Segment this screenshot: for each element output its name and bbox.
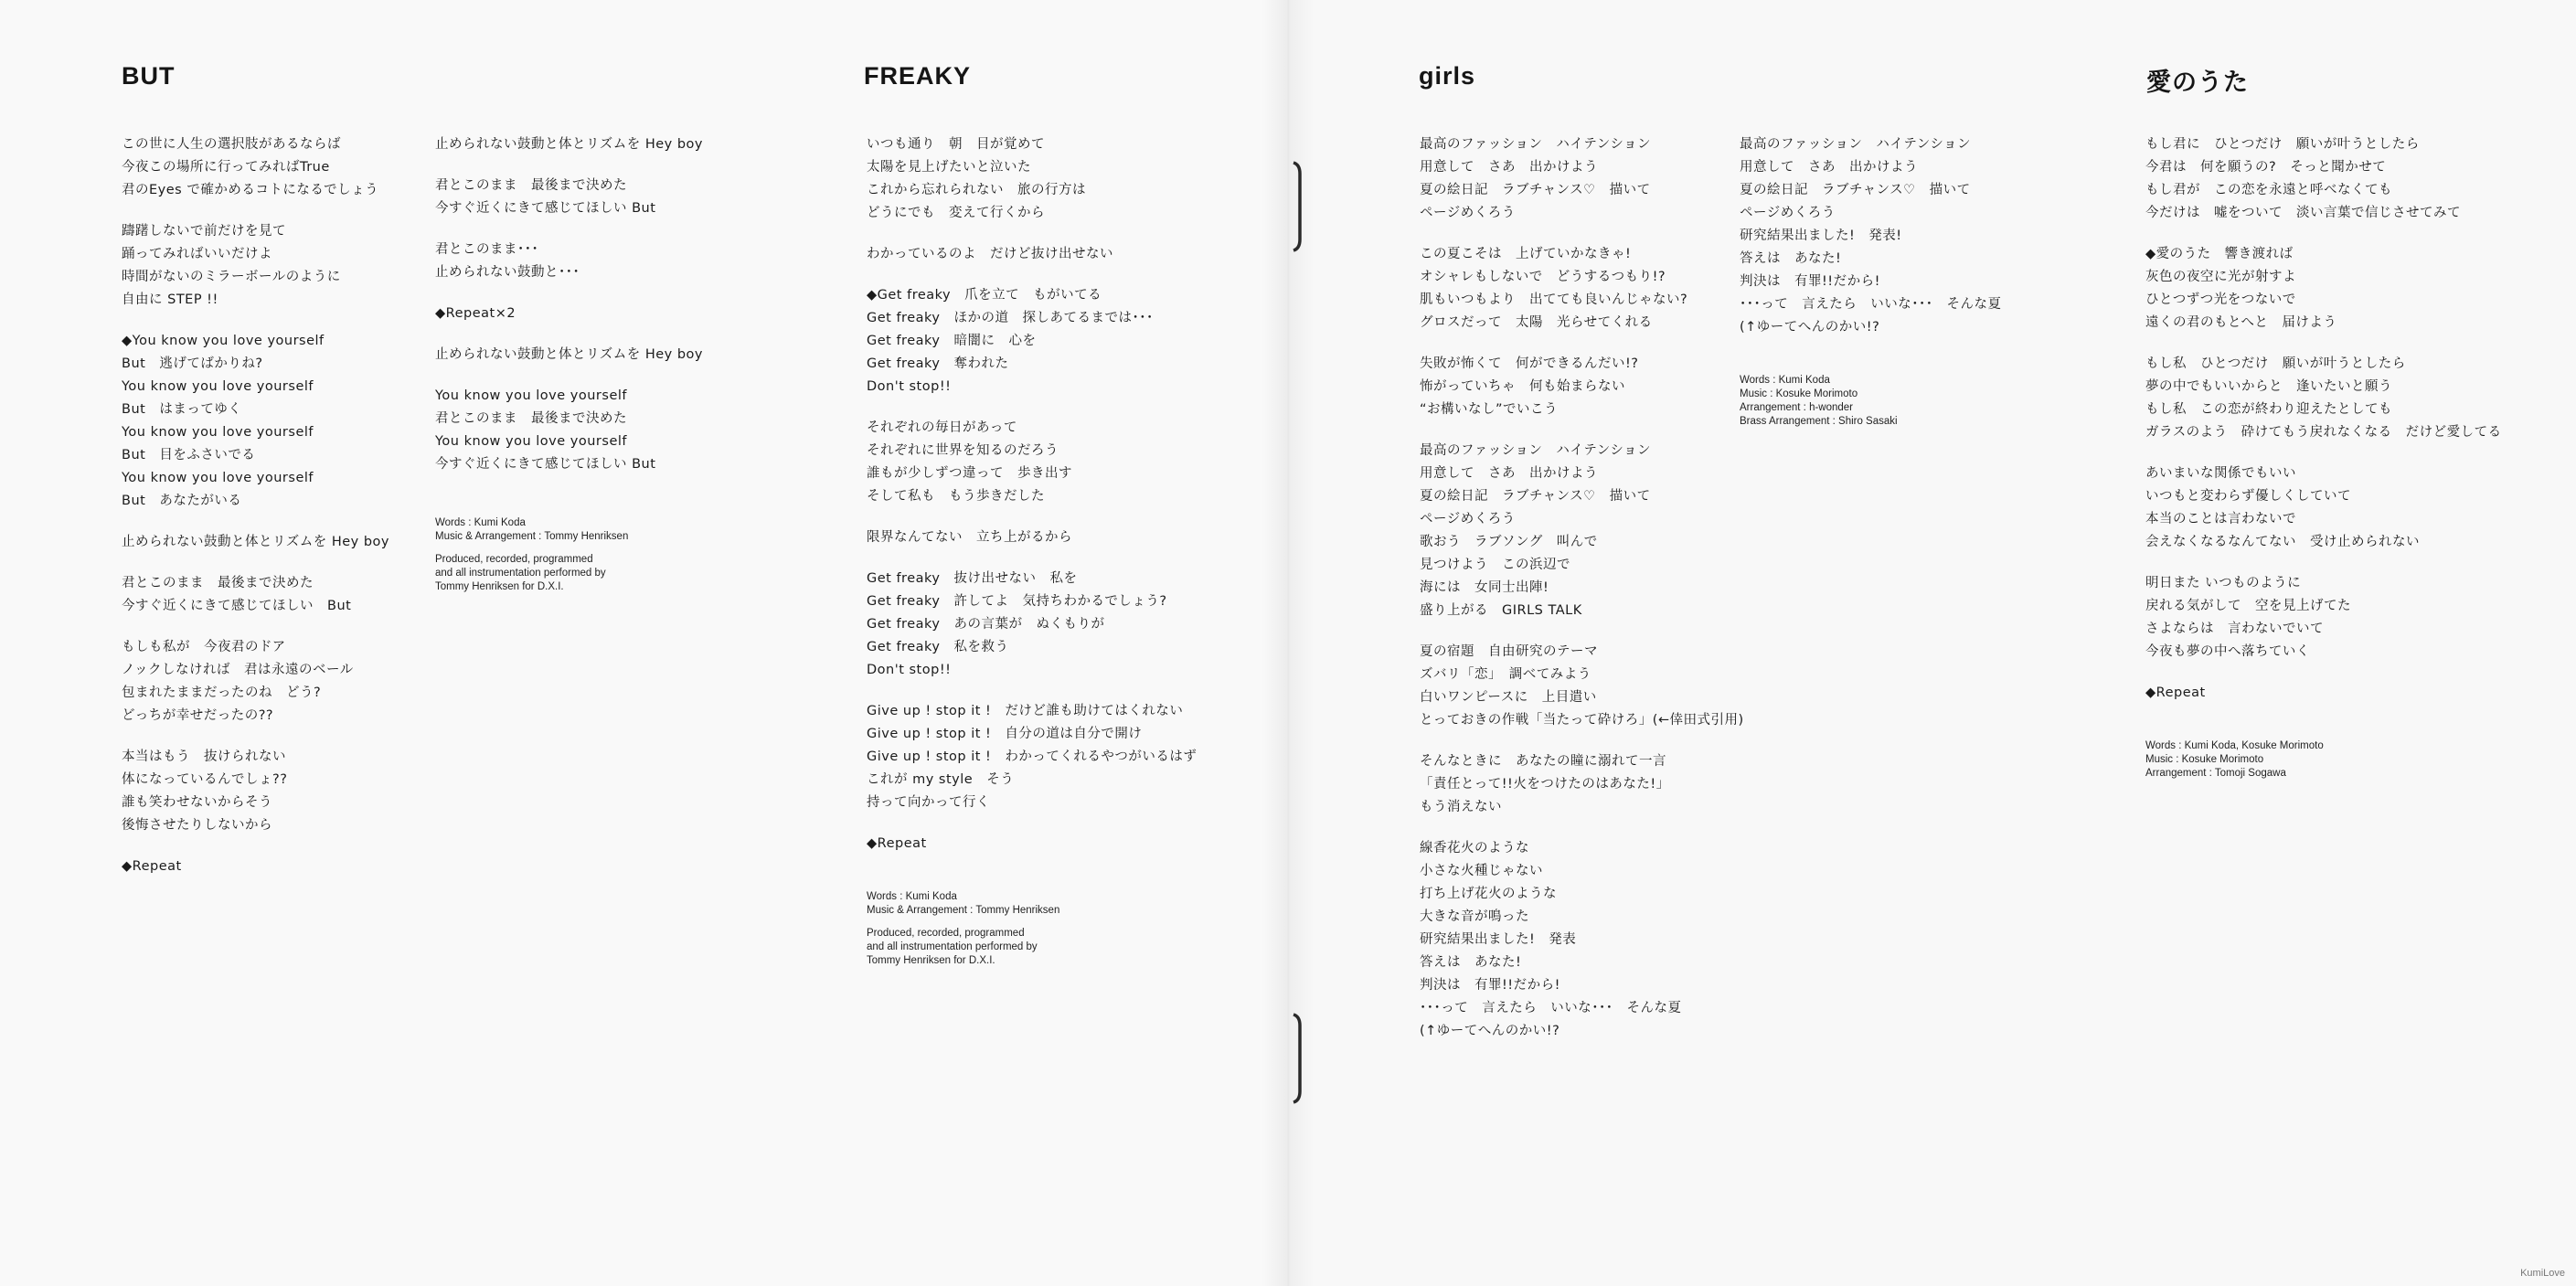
lyric-stanza (435, 344, 703, 367)
credit-line: Arrangement : h-wonder (1740, 402, 1854, 413)
lyric-line: 遠くの君のもとへと 届けよう (2145, 315, 2337, 330)
lyric-line: You know you love yourself (122, 379, 314, 394)
lyric-stanza (122, 746, 389, 837)
lyric-line: “お構いなし”でいこう (1420, 402, 1559, 417)
lyric-stanza (1420, 440, 1744, 622)
lyric-line: 歌おう ラブソング 叫んで (1420, 535, 1598, 549)
lyric-line: 止められない鼓動と体とリズムを Hey boy (435, 347, 703, 362)
credit-line: Music & Arrangement : Tommy Henriksen (435, 531, 629, 542)
lyric-line: ･･･って 言えたら いいな･･･ そんな夏 (1740, 297, 2002, 312)
lyric-line: 最高のファッション ハイテンション (1420, 443, 1652, 458)
lyrics-girls-col2 (1740, 133, 2002, 438)
lyric-stanza (2145, 572, 2502, 664)
lyric-line: Give up ! stop it ! 自分の道は自分で開け (867, 727, 1143, 741)
lyric-stanza (2145, 243, 2502, 335)
lyric-line: 今夜この場所に行ってみればTrue (122, 160, 330, 175)
watermark: KumiLove (2520, 1268, 2565, 1279)
lyric-line: 「責任とって!!火をつけたのはあなた!」 (1420, 777, 1670, 792)
lyric-stanza (122, 531, 389, 554)
lyric-line: 戻れる気がして 空を見上げてた (2145, 599, 2351, 613)
credit-block (435, 553, 703, 594)
lyric-line: 答えは あなた! (1740, 251, 1842, 266)
lyric-line: 盛り上がる GIRLS TALK (1420, 603, 1582, 618)
lyric-line: But 逃げてばかりね? (122, 356, 263, 371)
lyric-line: どうにでも 変えて行くから (867, 206, 1045, 220)
credits-freaky (867, 890, 1197, 968)
lyric-line: もし君に ひとつだけ 願いが叶うとしたら (2145, 137, 2420, 152)
credit-line: Music & Arrangement : Tommy Henriksen (867, 905, 1060, 916)
credit-block (435, 516, 703, 544)
lyric-line: 小さな火種じゃない (1420, 864, 1543, 878)
lyric-line: 止められない鼓動と体とリズムを Hey boy (122, 535, 389, 549)
lyric-line: 体になっているんでしょ?? (122, 772, 288, 787)
lyric-line: ◆Get freaky 爪を立て もがいてる (867, 288, 1102, 303)
lyric-line: あいまいな関係でもいい (2145, 466, 2296, 481)
lyric-line: 夏の絵日記 ラブチャンス♡ 描いて (1420, 489, 1651, 504)
lyric-line: 君のEyes で確かめるコトになるでしょう (122, 183, 379, 197)
lyric-line: グロスだって 太陽 光らせてくれる (1420, 315, 1653, 330)
lyric-stanza (867, 833, 1197, 856)
song-title-girls: girls (1419, 62, 1476, 90)
lyric-line: ◆Repeat (2145, 686, 2206, 700)
credit-line: Produced, recorded, programmed (867, 928, 1025, 939)
lyric-line: 明日また いつものように (2145, 576, 2302, 590)
lyric-line: 研究結果出ました! 発表! (1740, 229, 1902, 243)
lyric-line: 今夜も夢の中へ落ちていく (2145, 644, 2310, 659)
credit-line: Words : Kumi Koda (435, 517, 526, 528)
lyric-stanza (1420, 243, 1744, 335)
lyric-line: 失敗が怖くて 何ができるんだい!? (1420, 356, 1639, 371)
lyric-line: You know you love yourself (435, 388, 628, 403)
center-fold (1261, 0, 1315, 1286)
lyric-line: 包まれたままだったのね どう? (122, 686, 322, 700)
lyric-line: 躊躇しないで前だけを見て (122, 224, 286, 239)
lyric-line: Give up ! stop it ! だけど誰も助けてはくれない (867, 704, 1184, 718)
lyric-stanza (122, 220, 389, 312)
lyric-line: ･･･って 言えたら いいな･･･ そんな夏 (1420, 1001, 1682, 1015)
lyric-line: Get freaky あの言葉が ぬくもりが (867, 617, 1105, 632)
lyric-line: 持って向かって行く (867, 795, 990, 810)
lyric-line: 灰色の夜空に光が射すよ (2145, 270, 2296, 284)
credit-line: Brass Arrangement : Shiro Sasaki (1740, 416, 1898, 427)
lyric-line: ページめくろう (1740, 206, 1836, 220)
lyric-line: Get freaky 私を救う (867, 640, 1009, 654)
lyric-stanza (1420, 837, 1744, 1043)
lyric-line: 誰も笑わせないからそう (122, 795, 272, 810)
lyric-line: 最高のファッション ハイテンション (1740, 137, 1972, 152)
lyric-line: 最高のファッション ハイテンション (1420, 137, 1652, 152)
lyric-line: 時間がないのミラーボールのように (122, 270, 341, 284)
lyric-line: もし私 ひとつだけ 願いが叶うとしたら (2145, 356, 2406, 371)
lyric-line: さよならは 言わないでいて (2145, 622, 2324, 636)
lyric-line: (↑ゆーてへんのかい!? (1420, 1024, 1560, 1038)
lyric-stanza (122, 133, 389, 202)
lyric-line: ◆Repeat×2 (435, 306, 516, 321)
lyric-stanza (122, 330, 389, 513)
lyric-line: ノックしなければ 君は永遠のベール (122, 663, 354, 677)
lyric-stanza (435, 175, 703, 220)
lyric-line: But あなたがいる (122, 494, 242, 508)
credits-but (435, 516, 703, 594)
song-title-ai-no-uta: 愛のうた (2146, 69, 2249, 96)
lyric-line: もしも私が 今夜君のドア (122, 640, 286, 654)
lyric-line: どっちが幸せだったの?? (122, 708, 274, 723)
lyric-line: You know you love yourself (435, 434, 628, 449)
lyric-line: 見つけよう この浜辺で (1420, 558, 1570, 572)
song-title-freaky: FREAKY (864, 62, 972, 90)
lyric-line: ◆愛のうた 響き渡れば (2145, 247, 2294, 261)
lyric-line: 本当のことは言わないで (2145, 512, 2296, 526)
lyric-line: 踊ってみればいいだけよ (122, 247, 272, 261)
lyric-line: 君とこのまま 最後まで決めた (435, 178, 627, 193)
lyric-line: この世に人生の選択肢があるならば (122, 137, 341, 152)
lyric-line: ズバリ「恋」 調べてみよう (1420, 667, 1591, 682)
credit-block (2145, 739, 2502, 781)
lyric-line: わかっているのよ だけど抜け出せない (867, 247, 1113, 261)
lyric-line: そして私も もう歩きだした (867, 489, 1045, 504)
lyric-line: いつもと変わらず優しくしていて (2145, 489, 2351, 504)
lyric-line: ガラスのよう 砕けてもう戻れなくなる だけど愛してる (2145, 425, 2502, 440)
lyric-line: (↑ゆーてへんのかい!? (1740, 320, 1880, 335)
credit-line: Music : Kosuke Morimoto (1740, 388, 1858, 399)
lyric-stanza (1420, 641, 1744, 732)
lyric-line: いつも通り 朝 目が覚めて (867, 137, 1045, 152)
lyric-line: 夢の中でもいいからと 逢いたいと願う (2145, 379, 2392, 394)
lyric-line: Don't stop!! (867, 379, 952, 394)
lyrics-freaky-col1 (867, 133, 1197, 977)
lyric-line: そんなときに あなたの瞳に溺れて一言 (1420, 754, 1666, 769)
lyric-stanza (1420, 750, 1744, 819)
lyric-line: 今すぐ近くにきて感じてほしい But (435, 457, 656, 472)
lyric-line: ひとつずつ光をつないで (2145, 292, 2296, 307)
lyric-line: 用意して さあ 出かけよう (1420, 160, 1598, 175)
lyric-line: 今すぐ近くにきて感じてほしい But (122, 599, 352, 613)
lyric-line: 今だけは 嘘をついて 淡い言葉で信じさせてみて (2145, 206, 2461, 220)
lyric-line: 自由に STEP !! (122, 292, 218, 307)
lyric-line: 誰もが少しずつ違って 歩き出す (867, 466, 1072, 481)
lyric-line: 判決は 有罪!!だから! (1420, 978, 1560, 993)
lyric-stanza (867, 526, 1197, 549)
lyric-line: 答えは あなた! (1420, 955, 1522, 970)
lyric-line: それぞれに世界を知るのだろう (867, 443, 1059, 458)
lyrics-girls-col1 (1420, 133, 1744, 1061)
lyric-line: ◆You know you love yourself (122, 334, 325, 348)
lyric-line: You know you love yourself (122, 471, 314, 485)
lyric-line: Get freaky 暗闇に 心を (867, 334, 1037, 348)
lyric-line: 止められない鼓動と･･･ (435, 265, 580, 280)
lyric-line: それぞれの毎日があって (867, 420, 1017, 435)
lyric-stanza (122, 636, 389, 728)
lyric-line: 夏の絵日記 ラブチャンス♡ 描いて (1740, 183, 1971, 197)
lyric-line: 白いワンピースに 上目遣い (1420, 690, 1597, 705)
lyric-line: ◆Repeat (867, 836, 927, 851)
lyric-line: オシャレもしないで どうするつもり!? (1420, 270, 1666, 284)
song-title-but: BUT (122, 62, 176, 90)
lyric-line: 君とこのまま 最後まで決めた (435, 411, 627, 426)
lyric-line: この夏こそは 上げていかなきゃ! (1420, 247, 1632, 261)
lyric-line: 太陽を見上げたいと泣いた (867, 160, 1031, 175)
lyrics-but-col1 (122, 133, 389, 897)
lyric-stanza (122, 572, 389, 618)
lyric-stanza (1740, 133, 2002, 339)
lyric-stanza (2145, 353, 2502, 444)
lyric-stanza (2145, 682, 2502, 705)
lyric-line: 後悔させたりしないから (122, 818, 272, 833)
lyric-line: 用意して さあ 出かけよう (1740, 160, 1918, 175)
credit-line: Words : Kumi Koda, Kosuke Morimoto (2145, 740, 2324, 751)
lyric-line: 肌もいつもより 出てても良いんじゃない? (1420, 292, 1688, 307)
lyric-stanza (435, 239, 703, 284)
lyric-line: とっておきの作戦「当たって砕けろ」(←倖田式引用) (1420, 713, 1744, 728)
lyric-line: これから忘れられない 旅の行方は (867, 183, 1086, 197)
credit-line: Arrangement : Tomoji Sogawa (2145, 768, 2286, 779)
credit-block (867, 890, 1197, 918)
lyrics-but-col2 (435, 133, 703, 603)
lyric-stanza (1420, 133, 1744, 225)
staple-top-icon (1290, 161, 1303, 252)
lyrics-ai-col1 (2145, 133, 2502, 790)
lyric-line: もし君が この恋を永遠と呼べなくても (2145, 183, 2392, 197)
lyric-line: 夏の絵日記 ラブチャンス♡ 描いて (1420, 183, 1651, 197)
lyric-line: 研究結果出ました! 発表 (1420, 932, 1577, 947)
lyric-stanza (867, 700, 1197, 814)
lyric-line: ◆Repeat (122, 859, 182, 874)
lyric-stanza (435, 385, 703, 476)
lyric-line: 夏の宿題 自由研究のテーマ (1420, 644, 1598, 659)
lyric-stanza (122, 856, 389, 878)
lyric-line: 本当はもう 抜けられない (122, 749, 286, 764)
lyric-stanza (2145, 133, 2502, 225)
lyric-stanza (867, 417, 1197, 508)
lyric-line: 打ち上げ花火のような (1420, 887, 1557, 901)
lyric-stanza (867, 284, 1197, 399)
lyric-line: 今すぐ近くにきて感じてほしい But (435, 201, 656, 216)
staple-bottom-icon (1290, 1013, 1303, 1104)
credit-line: Words : Kumi Koda (867, 891, 957, 902)
lyric-line: もう消えない (1420, 800, 1502, 814)
lyric-line: 線香花火のような (1420, 841, 1529, 856)
lyric-line: 止められない鼓動と体とリズムを Hey boy (435, 137, 703, 152)
lyric-line: Get freaky 許してよ 気持ちわかるでしょう? (867, 594, 1167, 609)
lyric-line: 君とこのまま･･･ (435, 242, 539, 257)
lyric-line: 海には 女同士出陣! (1420, 580, 1549, 595)
lyric-stanza (1420, 353, 1744, 421)
lyric-line: But はまってゆく (122, 402, 242, 417)
credits-girls (1740, 374, 2002, 429)
credit-block (867, 927, 1197, 968)
lyric-stanza (435, 133, 703, 156)
lyric-line: もし私 この恋が終わり迎えたとしても (2145, 402, 2392, 417)
lyric-line: Give up ! stop it ! わかってくれるやつがいるはず (867, 749, 1198, 764)
lyric-line: 怖がっていちゃ 何も始まらない (1420, 379, 1625, 394)
credit-line: Tommy Henriksen for D.X.I. (435, 581, 564, 592)
credit-block (1740, 374, 2002, 429)
lyric-line: 用意して さあ 出かけよう (1420, 466, 1598, 481)
credits-ai (2145, 739, 2502, 781)
lyric-stanza (2145, 462, 2502, 554)
credit-line: and all instrumentation performed by (867, 941, 1038, 952)
lyric-line: 会えなくなるなんてない 受け止められない (2145, 535, 2420, 549)
credit-line: Tommy Henriksen for D.X.I. (867, 955, 995, 966)
lyric-line: Get freaky ほかの道 探しあてるまでは･･･ (867, 311, 1154, 325)
lyric-line: 今君は 何を願うの? そっと聞かせて (2145, 160, 2387, 175)
lyric-line: You know you love yourself (122, 425, 314, 440)
lyric-line: 大きな音が鳴った (1420, 909, 1529, 924)
lyric-line: 判決は 有罪!!だから! (1740, 274, 1880, 289)
lyric-line: これが my style そう (867, 772, 1015, 787)
credit-line: Words : Kumi Koda (1740, 375, 1830, 386)
lyric-stanza (867, 243, 1197, 266)
lyric-line: Don't stop!! (867, 663, 952, 677)
lyric-line: 限界なんてない 立ち上がるから (867, 530, 1072, 545)
lyric-line: 君とこのまま 最後まで決めた (122, 576, 314, 590)
lyric-stanza (867, 133, 1197, 225)
lyric-stanza (435, 303, 703, 325)
lyric-line: But 目をふさいでる (122, 448, 256, 462)
lyric-stanza (867, 568, 1197, 682)
lyric-line: ページめくろう (1420, 512, 1516, 526)
lyric-line: Get freaky 奪われた (867, 356, 1009, 371)
credit-line: and all instrumentation performed by (435, 568, 606, 579)
lyric-line: ページめくろう (1420, 206, 1516, 220)
lyric-line: Get freaky 抜け出せない 私を (867, 571, 1078, 586)
credit-line: Music : Kosuke Morimoto (2145, 754, 2264, 765)
credit-line: Produced, recorded, programmed (435, 554, 593, 565)
